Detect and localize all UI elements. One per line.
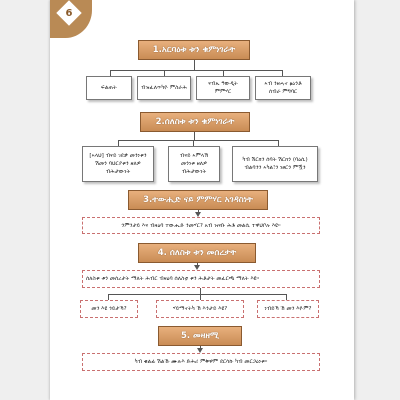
connector xyxy=(194,60,195,70)
s5-content-box: ካብ ቁልፊ ሽልኹ ሙሉእ ድሕሪ ምቅዋም ደርሳኩ ካብ መርጋዕነቱ። xyxy=(82,353,320,371)
s4-content-box: ሰለስቱ ቱን መሰረታት ማለት ሕብር ብዛዕባ ሰለስቲ ቱን ሕቶታት መፈርጫ ማለት እዩ። xyxy=(82,270,320,288)
s3-content-box: ንምንታይ እና ብዛዕባ ተውሒድ ንመሃር? አብ ዝናቡ ሕቶ መልሲ ተዋህቦሉ እዩ። xyxy=(82,217,320,234)
document-page xyxy=(50,0,354,400)
s1-box-action: ብዝፈለጥካዮ ምስራሕ xyxy=(137,76,191,100)
s1-box-patience: ኣብ ንዘሓኖ ፅዕንቶ ሰብራ ምግባር xyxy=(255,76,311,100)
s2-box-3: ካብ ሽርክን ሰባት ሽርክን (ባዕሲ) ብልባንን ኣካል፣ን ነፀርን ምዃን xyxy=(232,146,318,182)
s4-question-prophet: ነብይኻ ኸ መን እዮም? xyxy=(257,300,319,318)
section-5-header: 5. መዛዘሚ xyxy=(158,326,242,346)
s1-box-knowledge: ፍልጠት xyxy=(86,76,132,100)
section-1-header: 1.አርባዕቱ ቱን ቁምነገራት xyxy=(138,40,250,60)
section-4-header: 4. ሰለስቱ ቱን መሰረታት xyxy=(138,243,256,263)
connector xyxy=(118,140,278,141)
section-3-header: 3.ተውሒድ ናይ ምምሃር አገዳስነት xyxy=(128,190,268,210)
connector xyxy=(194,132,195,140)
section-2-header: 2.ሰለስቱ ቱን ቁምነገራት xyxy=(140,112,250,132)
s2-box-1: [ኣላህ] ብናይ ገደቃ መንነቱን ሽመን ባህርያቱን ዘለዎ ብሕታውነት xyxy=(82,146,154,182)
s4-question-lord: መን እዩ ጎይታኻ? xyxy=(80,300,138,318)
s4-question-religion: ሃይማኖትካ ኸ እንታይ እዩ? xyxy=(156,300,244,318)
connector xyxy=(110,70,283,71)
s1-box-calling: ናብኡ ዓውዲት ምምሃር xyxy=(196,76,250,100)
connector xyxy=(108,294,286,295)
page-number: 6 xyxy=(65,7,73,19)
page-corner-ribbon xyxy=(50,0,92,38)
s2-box-2: ብናይ ኣምላኽ መንነቱ ዘለዎ ብሕታውነት xyxy=(168,146,220,182)
